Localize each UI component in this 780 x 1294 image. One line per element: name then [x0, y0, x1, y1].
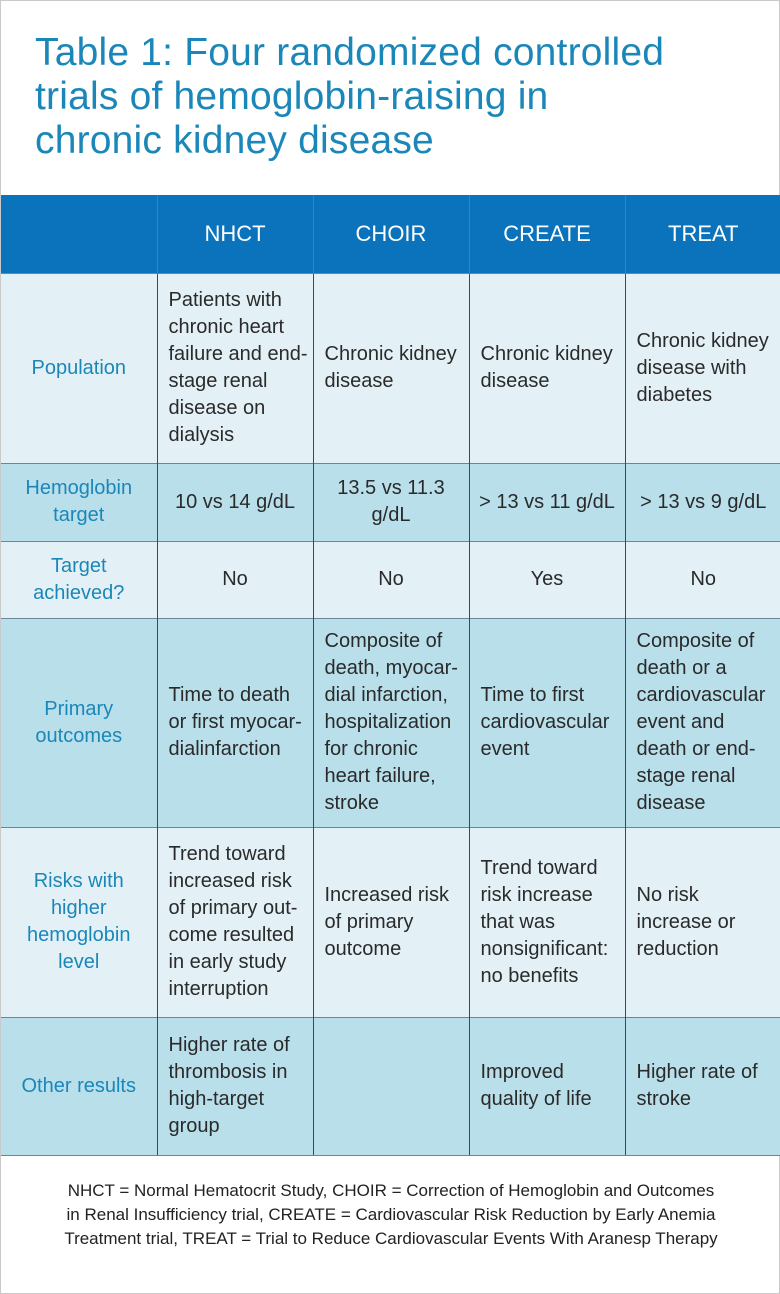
row-label: Risks with higher hemoglobin level — [1, 827, 157, 1017]
cell-nhct: Patients with chronic heart failure and end-stage renal disease on dialysis — [157, 273, 313, 463]
cell-nhct: Time to death or first myocar-dialinfarction — [157, 618, 313, 827]
header-nhct: NHCT — [157, 195, 313, 273]
row-other-results — [1, 1017, 780, 1155]
cell-choir: Increased risk of primary outcome — [313, 827, 469, 1017]
row-label: Other results — [1, 1017, 157, 1155]
header-create: CREATE — [469, 195, 625, 273]
cell-create: Yes — [469, 541, 625, 618]
cell-choir: 13.5 vs 11.3 g/dL — [313, 463, 469, 541]
cell-treat: No — [625, 541, 780, 618]
cell-nhct: Trend toward increased risk of primary out-come resulted in early study interruption — [157, 827, 313, 1017]
cell-choir: Composite of death, myocar-dial infarction, hospitalization for chronic heart failure, stroke — [313, 618, 469, 827]
cell-nhct: No — [157, 541, 313, 618]
cell-treat: Higher rate of stroke — [625, 1017, 780, 1155]
page-title — [35, 31, 755, 163]
row-label: Population — [1, 273, 157, 463]
cell-choir: No — [313, 541, 469, 618]
title-area — [1, 1, 780, 195]
cell-nhct: Higher rate of thrombosis in high-target group — [157, 1017, 313, 1155]
title-line-3: chronic kidney disease — [35, 119, 434, 162]
cell-create: Improved quality of life — [469, 1017, 625, 1155]
row-label: Hemoglobin target — [1, 463, 157, 541]
cell-create: Time to first cardiovascular event — [469, 618, 625, 827]
footnote: NHCT = Normal Hematocrit Study, CHOIR = Correction of Hemoglobin and Outcomes in Renal Insufficiency trial, CREATE = Cardiovascular Risk Reduction by Early Anemia Treatment trial, TREAT = Trial to Reduce Cardiovascular Events With Aranesp Therapy — [64, 1181, 718, 1248]
cell-nhct: 10 vs 14 g/dL — [157, 463, 313, 541]
cell-treat: Composite of death or a cardiovascular event and death or end-stage renal disease — [625, 618, 780, 827]
row-label: Target achieved? — [1, 541, 157, 618]
row-target-achieved — [1, 541, 780, 618]
header-row — [1, 195, 780, 273]
cell-create: > 13 vs 11 g/dL — [469, 463, 625, 541]
header-blank — [1, 195, 157, 273]
header-treat: TREAT — [625, 195, 780, 273]
title-line-2: trials of hemoglobin-raising in — [35, 75, 549, 118]
header-choir: CHOIR — [313, 195, 469, 273]
cell-choir — [313, 1017, 469, 1155]
row-population — [1, 273, 780, 463]
row-risks — [1, 827, 780, 1017]
cell-create: Trend toward risk increase that was nonsignificant: no benefits — [469, 827, 625, 1017]
cell-treat: > 13 vs 9 g/dL — [625, 463, 780, 541]
row-hemoglobin-target — [1, 463, 780, 541]
title-line-1: Table 1: Four randomized controlled — [35, 31, 665, 74]
cell-create: Chronic kidney disease — [469, 273, 625, 463]
cell-treat: Chronic kidney disease with diabetes — [625, 273, 780, 463]
row-label: Primary outcomes — [1, 618, 157, 827]
trials-table — [1, 195, 780, 1156]
cell-choir: Chronic kidney disease — [313, 273, 469, 463]
cell-treat: No risk increase or reduction — [625, 827, 780, 1017]
row-primary-outcomes — [1, 618, 780, 827]
